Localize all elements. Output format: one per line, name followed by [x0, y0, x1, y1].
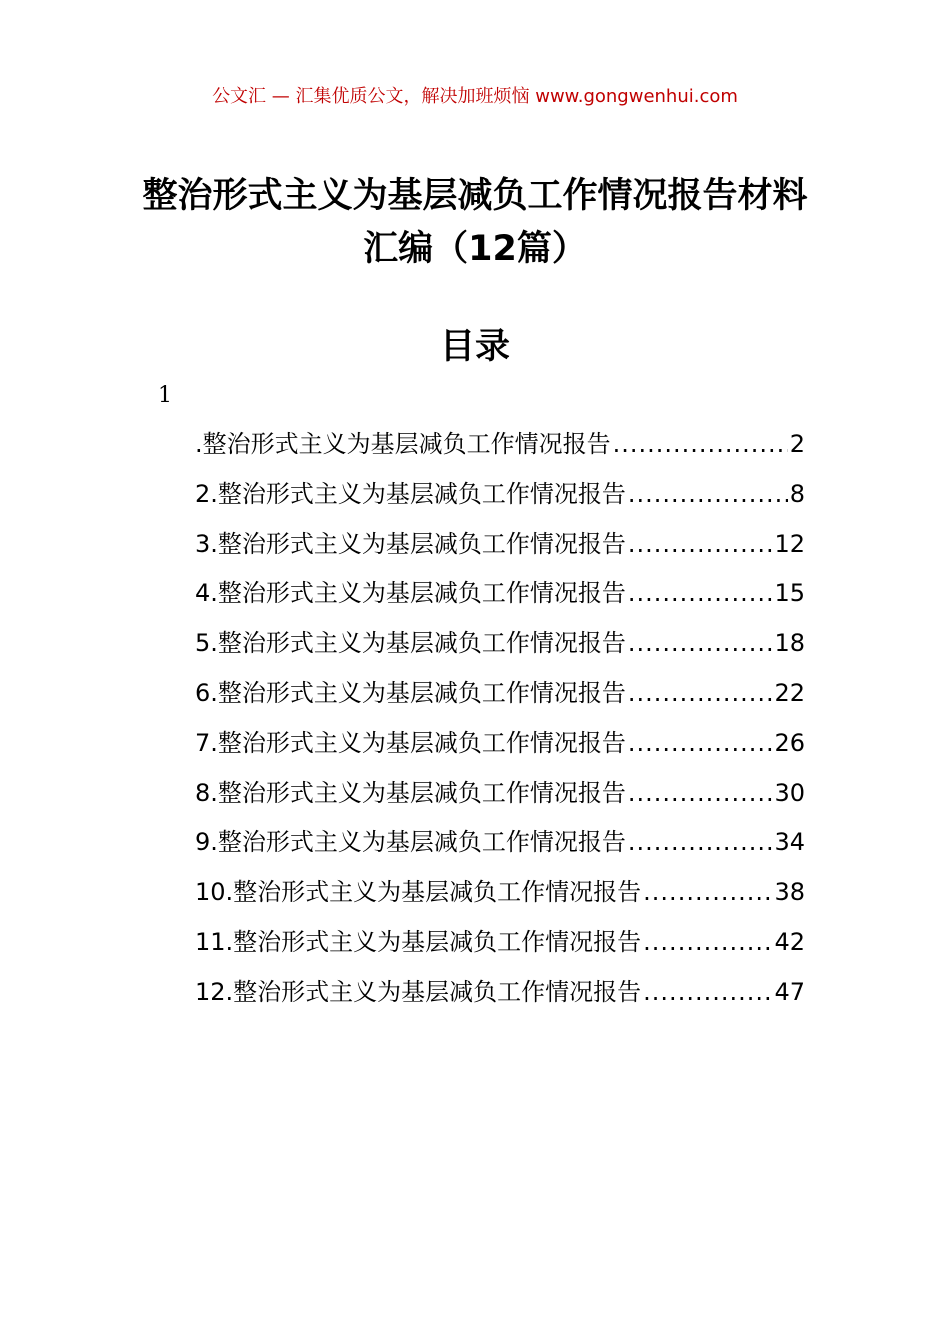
toc-dot-leader: [628, 571, 773, 615]
toc-page-number: 34: [774, 828, 805, 857]
header-banner: 公文汇 — 汇集优质公文，解决加班烦恼 www.gongwenhui.com: [212, 86, 738, 107]
toc-entry[interactable]: [195, 571, 805, 621]
toc-entry-title: 4.整治形式主义为基层减负工作情况报告: [195, 579, 626, 608]
toc-dot-leader: [613, 422, 788, 466]
toc-page-number: 42: [774, 927, 805, 956]
toc-page-number: 30: [774, 778, 805, 807]
toc-entry-title: 9.整治形式主义为基层减负工作情况报告: [195, 828, 626, 857]
toc-dot-leader: [643, 970, 772, 1014]
toc-entry[interactable]: [195, 422, 805, 472]
toc-entry[interactable]: [195, 621, 805, 671]
toc-page-number: 26: [774, 728, 805, 757]
toc-page-number: 15: [774, 579, 805, 608]
toc-entry[interactable]: [195, 721, 805, 771]
toc-entry[interactable]: [195, 771, 805, 821]
toc-entry-title: .整治形式主义为基层减负工作情况报告: [195, 430, 611, 458]
toc-dot-leader: [628, 522, 773, 566]
table-of-contents: [195, 422, 805, 1020]
toc-page-number: 18: [774, 629, 805, 658]
toc-entry-title: 5.整治形式主义为基层减负工作情况报告: [195, 629, 626, 658]
toc-page-number: 38: [774, 878, 805, 907]
toc-page-number: 8: [789, 479, 805, 508]
toc-dot-leader: [628, 820, 773, 864]
toc-page-number: 12: [774, 529, 805, 558]
toc-entry-title: 8.整治形式主义为基层减负工作情况报告: [195, 778, 626, 807]
toc-entry-title: 2.整治形式主义为基层减负工作情况报告: [195, 479, 626, 508]
toc-entry[interactable]: [195, 671, 805, 721]
toc-entry-title: 11.整治形式主义为基层减负工作情况报告: [195, 927, 642, 956]
toc-heading: 目录: [439, 327, 510, 367]
toc-page-number: 47: [774, 977, 805, 1006]
toc-dot-leader: [628, 671, 773, 715]
toc-entry[interactable]: [195, 920, 805, 970]
toc-entry[interactable]: [195, 522, 805, 572]
toc-entry[interactable]: [195, 820, 805, 870]
toc-dot-leader: [643, 920, 772, 964]
toc-dot-leader: [628, 771, 773, 815]
toc-entry[interactable]: [195, 870, 805, 920]
toc-entry-title: 10.整治形式主义为基层减负工作情况报告: [195, 878, 642, 907]
toc-dot-leader: [628, 472, 788, 516]
toc-entry[interactable]: [195, 970, 805, 1020]
toc-entry-title: 6.整治形式主义为基层减负工作情况报告: [195, 678, 626, 707]
toc-entry-title: 7.整治形式主义为基层减负工作情况报告: [195, 728, 626, 757]
toc-entry-title: 12.整治形式主义为基层减负工作情况报告: [195, 977, 642, 1006]
document-title: 整治形式主义为基层减负工作情况报告材料汇编（12篇）: [142, 176, 808, 269]
toc-page-number: 22: [774, 678, 805, 707]
toc-dot-leader: [628, 721, 773, 765]
toc-page-number: 2: [789, 430, 805, 458]
toc-dot-leader: [643, 870, 772, 914]
toc-entry-title: 3.整治形式主义为基层减负工作情况报告: [195, 529, 626, 558]
toc-stray-number: 1: [158, 383, 172, 408]
toc-entry[interactable]: [195, 472, 805, 522]
toc-dot-leader: [628, 621, 773, 665]
